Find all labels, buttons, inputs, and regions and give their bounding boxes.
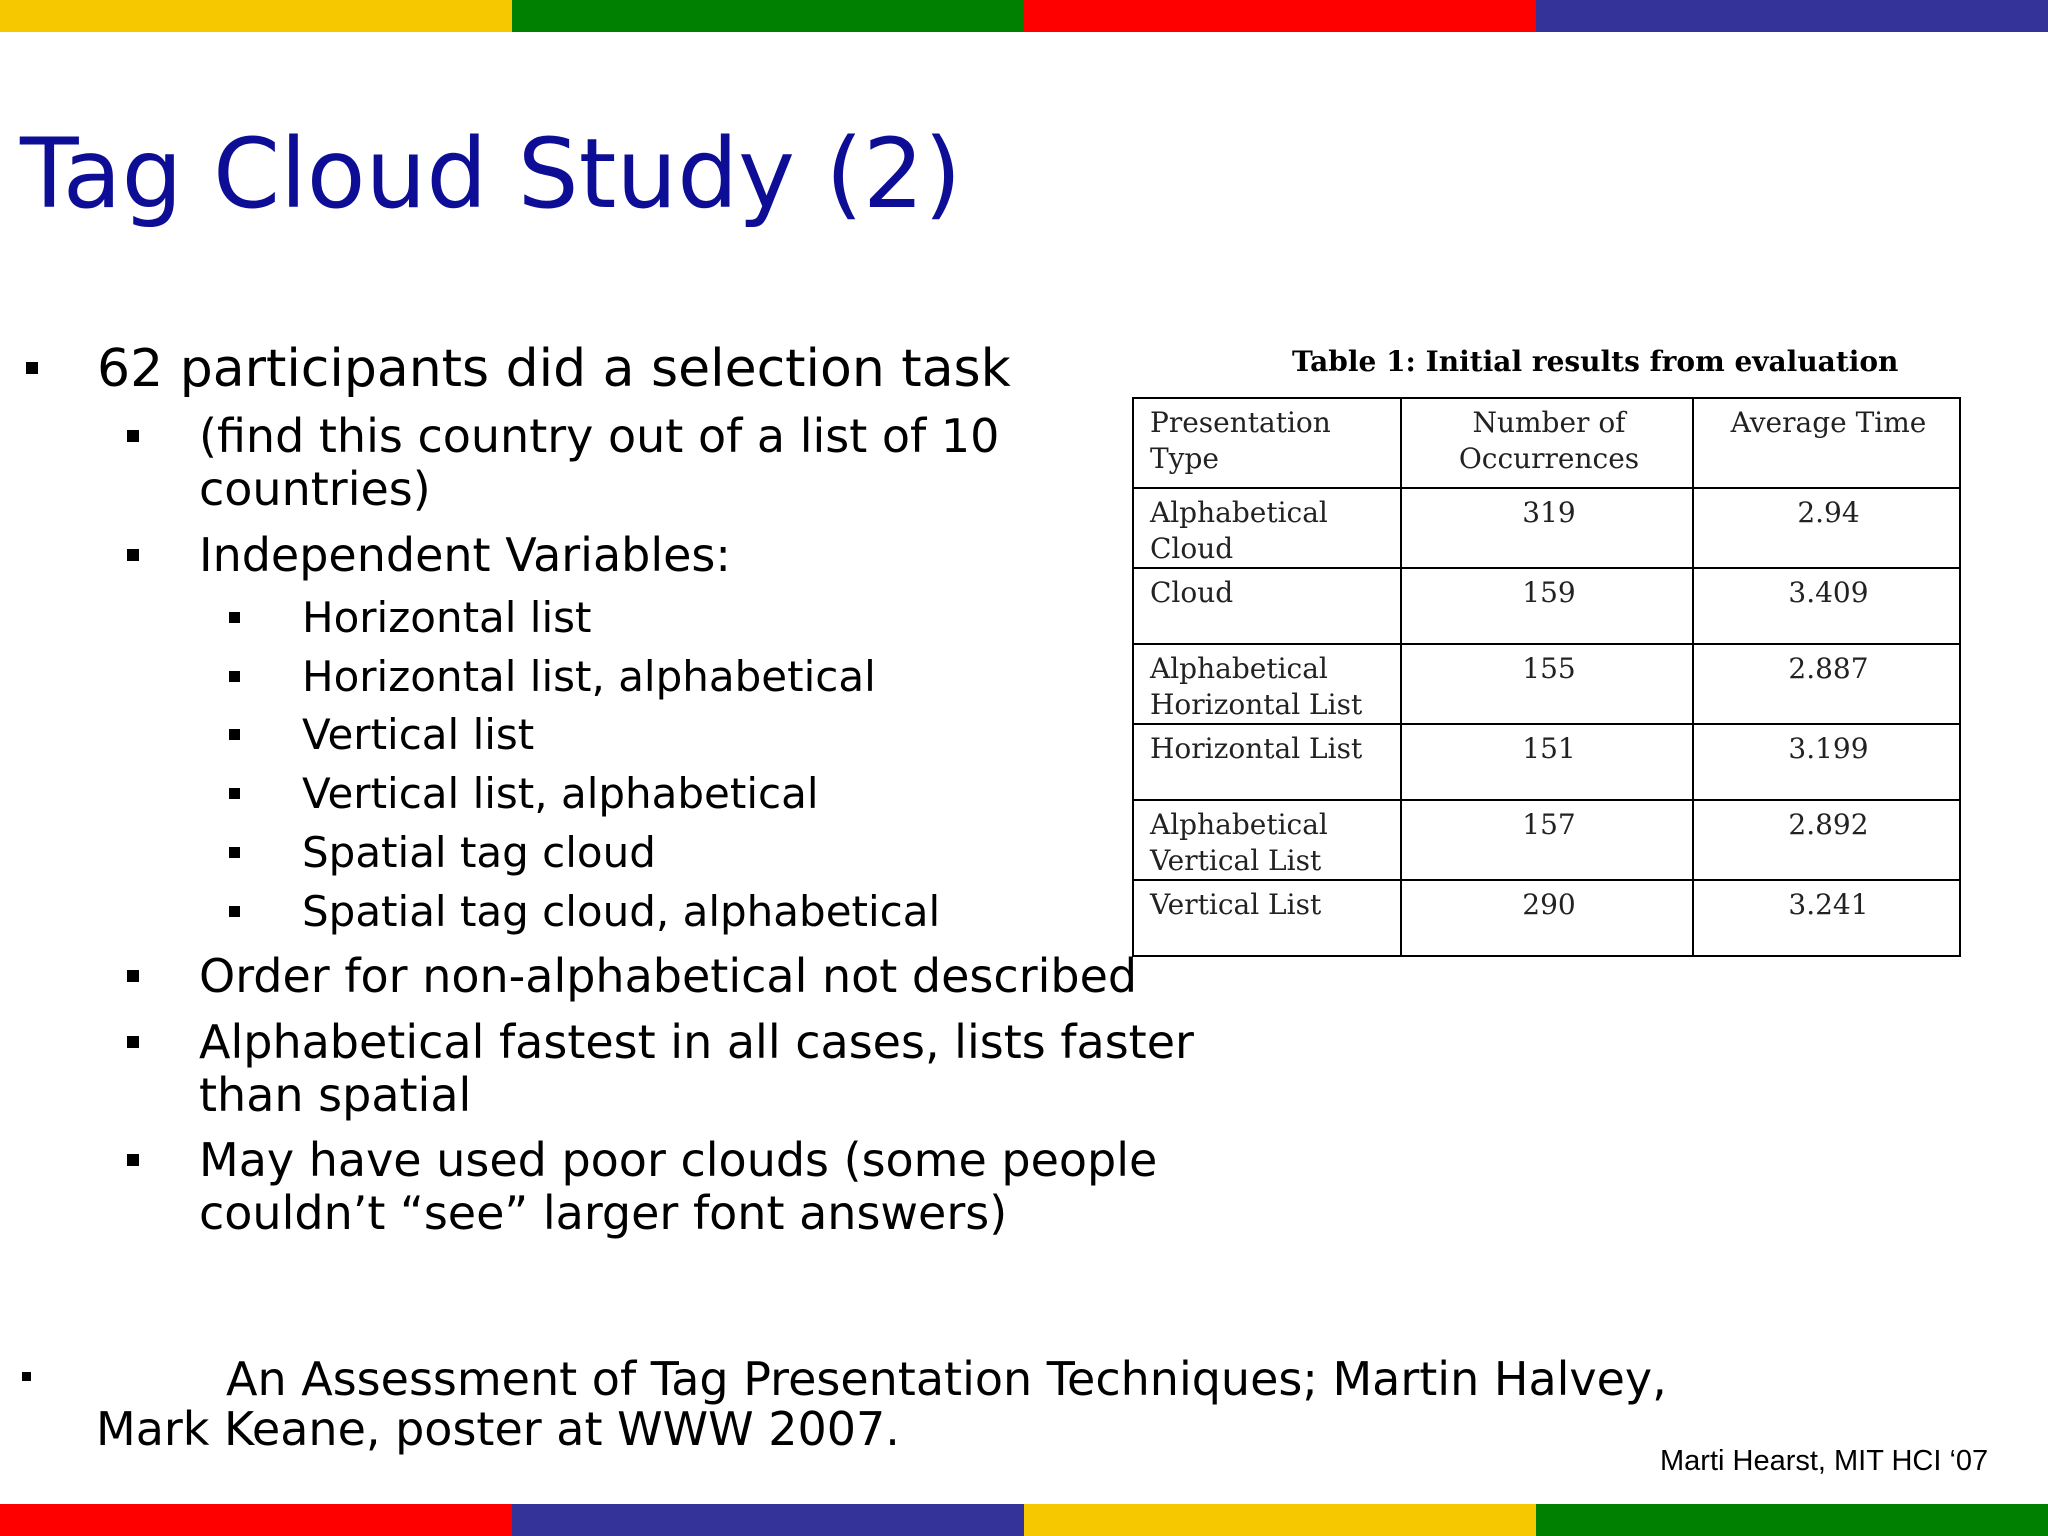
cell-time: 2.94 — [1693, 488, 1960, 568]
cell-type — [1133, 488, 1401, 568]
cell-type — [1133, 880, 1401, 956]
bullet-fastest-line2: than spatial — [199, 1068, 472, 1122]
cell-text: Horizontal List — [1150, 688, 1363, 721]
bullet-marker — [229, 788, 240, 799]
reference-bullet-marker — [22, 1372, 31, 1381]
header-number-of-occurrences — [1401, 398, 1693, 488]
variable-item: Horizontal list, alphabetical — [302, 652, 876, 701]
cell-count: 319 — [1401, 488, 1693, 568]
cell-count: 290 — [1401, 880, 1693, 956]
cell-type — [1133, 800, 1401, 880]
variable-item: Vertical list — [302, 710, 535, 759]
bullet-poor-line2: couldn’t “see” larger font answers) — [199, 1186, 1008, 1240]
stripe-segment-green — [512, 0, 1024, 32]
bullet-main: 62 participants did a selection task — [97, 339, 1011, 399]
variable-item: Vertical list, alphabetical — [302, 769, 819, 818]
variable-item: Spatial tag cloud, alphabetical — [302, 887, 941, 936]
header-text: Number of — [1472, 406, 1626, 439]
reference-line1: An Assessment of Tag Presentation Techniques; Martin Halvey, — [226, 1352, 1667, 1406]
header-text: Average Time — [1730, 406, 1927, 439]
cell-count: 155 — [1401, 644, 1693, 724]
variable-item: Spatial tag cloud — [302, 828, 656, 877]
bullet-marker — [26, 362, 38, 374]
table-header-row — [1133, 398, 1960, 488]
bullet-marker — [127, 430, 139, 442]
cell-text: Cloud — [1150, 532, 1234, 565]
cell-time: 3.199 — [1693, 724, 1960, 800]
bullet-poor-line1: May have used poor clouds (some people — [199, 1133, 1158, 1187]
cell-type — [1133, 724, 1401, 800]
cell-count: 157 — [1401, 800, 1693, 880]
cell-text: Alphabetical — [1150, 652, 1328, 685]
bullet-marker — [127, 970, 139, 982]
cell-time: 3.241 — [1693, 880, 1960, 956]
header-text: Presentation Type — [1150, 406, 1331, 475]
table-row — [1133, 880, 1960, 956]
cell-count: 151 — [1401, 724, 1693, 800]
stripe-segment-red — [1024, 0, 1536, 32]
variable-item: Horizontal list — [302, 593, 592, 642]
table-row — [1133, 568, 1960, 644]
bullet-marker — [229, 729, 240, 740]
table-row — [1133, 800, 1960, 880]
cell-text: Alphabetical — [1150, 496, 1328, 529]
cell-text: Vertical List — [1150, 844, 1322, 877]
bullet-marker — [229, 612, 240, 623]
cell-type — [1133, 644, 1401, 724]
bullet-find-line2: countries) — [199, 462, 431, 516]
bullet-marker — [229, 906, 240, 917]
bullet-marker — [127, 1036, 139, 1048]
bullet-fastest-line1: Alphabetical fastest in all cases, lists faster — [199, 1015, 1194, 1069]
stripe-segment-green — [1536, 1504, 2048, 1536]
cell-time: 2.892 — [1693, 800, 1960, 880]
reference-citation — [96, 1354, 1667, 1454]
cell-text: Cloud — [1150, 576, 1234, 609]
cell-type — [1133, 568, 1401, 644]
stripe-segment-yellow — [1024, 1504, 1536, 1536]
bullet-marker — [229, 671, 240, 682]
stripe-segment-blue — [1536, 0, 2048, 32]
table-row — [1133, 724, 1960, 800]
table-row — [1133, 488, 1960, 568]
bullet-marker — [127, 549, 139, 561]
bullet-find-line1: (find this country out of a list of 10 — [199, 409, 1000, 463]
table-row — [1133, 644, 1960, 724]
footer-credit: Marti Hearst, MIT HCI ‘07 — [1660, 1445, 1989, 1477]
bullet-independent-variables: Independent Variables: — [199, 528, 731, 582]
cell-text: Vertical List — [1150, 888, 1322, 921]
stripe-segment-yellow — [0, 0, 512, 32]
header-presentation-type — [1133, 398, 1401, 488]
cell-text: Horizontal List — [1150, 732, 1363, 765]
header-average-time — [1693, 398, 1960, 488]
cell-time: 3.409 — [1693, 568, 1960, 644]
table-caption: Table 1: Initial results from evaluation — [1292, 345, 1899, 378]
stripe-segment-red — [0, 1504, 512, 1536]
bottom-color-stripe — [0, 1504, 2048, 1536]
reference-line2: Mark Keane, poster at WWW 2007. — [96, 1402, 900, 1456]
cell-count: 159 — [1401, 568, 1693, 644]
bullet-marker — [127, 1154, 139, 1166]
cell-text: Alphabetical — [1150, 808, 1328, 841]
header-text: Occurrences — [1458, 442, 1640, 475]
bullet-marker — [229, 847, 240, 858]
stripe-segment-blue — [512, 1504, 1024, 1536]
slide-title: Tag Cloud Study (2) — [20, 118, 962, 230]
bullet-order: Order for non-alphabetical not described — [199, 949, 1138, 1003]
cell-time: 2.887 — [1693, 644, 1960, 724]
results-table — [1132, 397, 1961, 957]
top-color-stripe — [0, 0, 2048, 32]
